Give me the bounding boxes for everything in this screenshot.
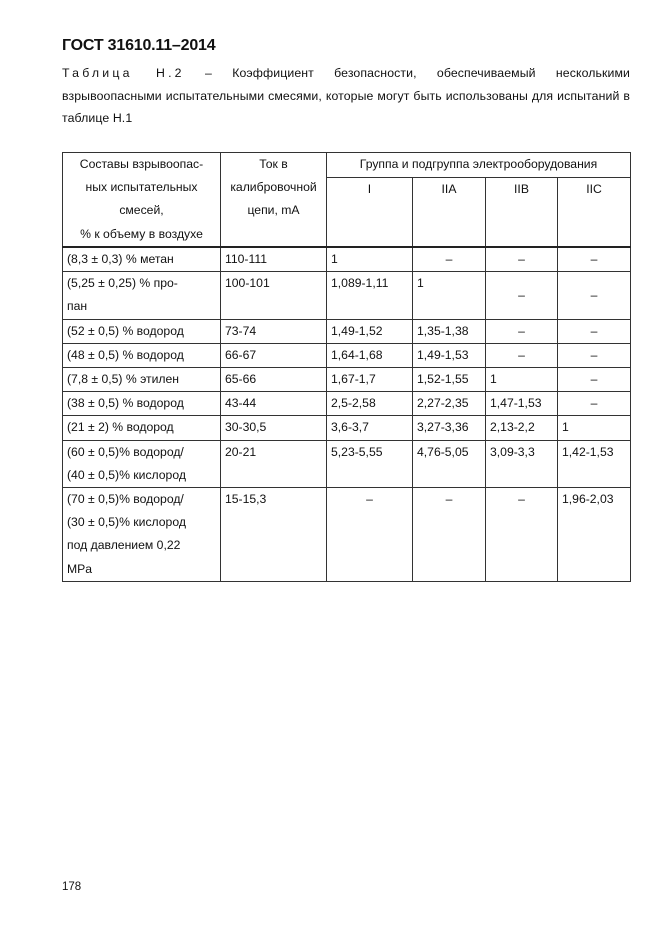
cell-current: 73-74 [221, 319, 327, 343]
cell-iia: 2,27-2,35 [413, 392, 486, 416]
header-subgroup-i: I [327, 178, 413, 248]
header-subgroup-iic: IIC [558, 178, 631, 248]
cell-iib: – [486, 319, 558, 343]
cell-i: 5,23-5,55 [327, 440, 413, 487]
cell-iib: – [486, 247, 558, 272]
cell-iic: – [558, 247, 631, 272]
cell-iib: 2,13-2,2 [486, 416, 558, 440]
cell-iia: 1,35-1,38 [413, 319, 486, 343]
cell-composition: (8,3 ± 0,3) % метан [63, 247, 221, 272]
cell-iib: – [486, 343, 558, 367]
table-caption-text: – Коэффициент безопасности, обеспечиваемый несколькими взрывоопасными испытательными смесями, которые могут быть использованы для испытаний в таблице Н.1 [62, 66, 631, 125]
document-code: ГОСТ 31610.11–2014 [62, 37, 216, 54]
cell-iib: – [486, 488, 558, 582]
cell-current: 43-44 [221, 392, 327, 416]
safety-factor-table [62, 152, 631, 582]
table-row [63, 319, 631, 343]
cell-current: 110-111 [221, 247, 327, 272]
cell-iia: – [413, 247, 486, 272]
cell-composition: (48 ± 0,5) % водород [63, 343, 221, 367]
header-equipment-group: Группа и подгруппа электрооборудования [327, 153, 631, 178]
table-row [63, 272, 631, 319]
cell-iib: 1,47-1,53 [486, 392, 558, 416]
cell-iib: 3,09-3,3 [486, 440, 558, 487]
cell-i: 1,67-1,7 [327, 368, 413, 392]
cell-iia: 1 [413, 272, 486, 319]
table-row [63, 416, 631, 440]
header-current: Ток в калибровочной цепи, mA [221, 153, 327, 248]
table-row [63, 343, 631, 367]
cell-iib: 1 [486, 368, 558, 392]
cell-i: 2,5-2,58 [327, 392, 413, 416]
cell-iic: – [558, 319, 631, 343]
cell-current: 30-30,5 [221, 416, 327, 440]
cell-i: 3,6-3,7 [327, 416, 413, 440]
header-subgroup-iia: IIA [413, 178, 486, 248]
cell-iic: – [558, 343, 631, 367]
cell-composition: (60 ± 0,5)% водород/ (40 ± 0,5)% кислород [63, 440, 221, 487]
cell-current: 66-67 [221, 343, 327, 367]
header-subgroup-iib: IIB [486, 178, 558, 248]
cell-i: 1 [327, 247, 413, 272]
cell-current: 15-15,3 [221, 488, 327, 582]
cell-iic: 1,42-1,53 [558, 440, 631, 487]
cell-i: 1,089-1,11 [327, 272, 413, 319]
header-composition: Составы взрывоопас- ных испытательных смесей, % к объему в воздухе [63, 153, 221, 248]
table-row [63, 488, 631, 582]
cell-iic: – [558, 272, 631, 319]
page-number: 178 [62, 881, 82, 893]
cell-iic: – [558, 392, 631, 416]
cell-iic: – [558, 368, 631, 392]
cell-composition: (21 ± 2) % водород [63, 416, 221, 440]
cell-composition: (70 ± 0,5)% водород/ (30 ± 0,5)% кислород под давлением 0,22 MPa [63, 488, 221, 582]
table-caption-label: Таблица Н.2 [62, 66, 185, 80]
cell-iia: 1,49-1,53 [413, 343, 486, 367]
cell-i: 1,64-1,68 [327, 343, 413, 367]
table-row [63, 392, 631, 416]
cell-current: 100-101 [221, 272, 327, 319]
cell-i: 1,49-1,52 [327, 319, 413, 343]
cell-i: – [327, 488, 413, 582]
cell-current: 65-66 [221, 368, 327, 392]
cell-iic: 1,96-2,03 [558, 488, 631, 582]
cell-iia: 3,27-3,36 [413, 416, 486, 440]
cell-composition: (7,8 ± 0,5) % этилен [63, 368, 221, 392]
cell-current: 20-21 [221, 440, 327, 487]
table-row [63, 247, 631, 272]
cell-iib: – [486, 272, 558, 319]
cell-composition: (52 ± 0,5) % водород [63, 319, 221, 343]
cell-iic: 1 [558, 416, 631, 440]
cell-iia: 4,76-5,05 [413, 440, 486, 487]
cell-iia: – [413, 488, 486, 582]
table-row [63, 440, 631, 487]
cell-iia: 1,52-1,55 [413, 368, 486, 392]
cell-composition: (5,25 ± 0,25) % про- пан [63, 272, 221, 319]
table-caption [62, 62, 630, 130]
cell-composition: (38 ± 0,5) % водород [63, 392, 221, 416]
table-row [63, 368, 631, 392]
